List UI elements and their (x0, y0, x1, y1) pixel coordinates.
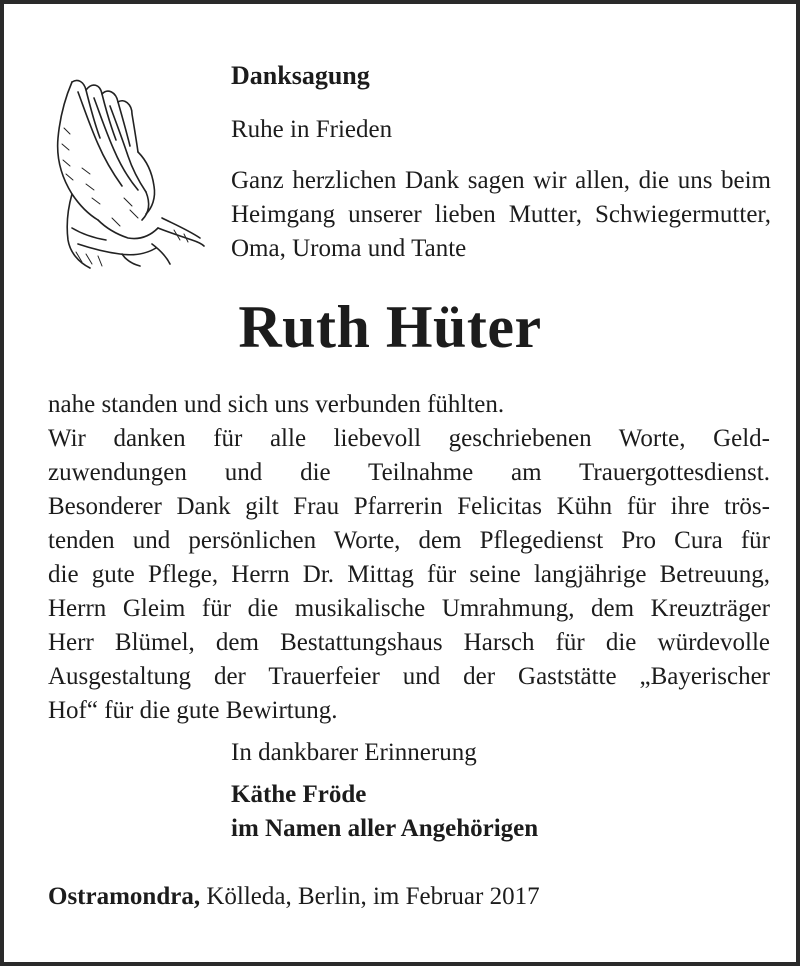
thanks-line: die gute Pflege, Herrn Dr. Mittag für seine langjährige Betreuung, (48, 561, 770, 588)
place-date-line (48, 880, 540, 914)
signer-group: im Namen aller Angehörigen (231, 815, 539, 842)
place-name: Ostramondra, (48, 883, 201, 910)
intro-paragraph: Ganz herzlichen Dank sagen wir allen, die uns beim Heimgang unserer lieben Mutter, Schwiegermutter, Oma, Uroma und Tante (231, 167, 771, 262)
signer-name: Käthe Fröde (231, 781, 367, 808)
thanks-line: Besonderer Dank gilt Frau Pfarrerin Felicitas Kühn für ihre trös- (48, 493, 770, 520)
thanks-line: tenden und persönlichen Worte, dem Pflegedienst Pro Cura für (48, 527, 770, 554)
thanks-line: Ausgestaltung der Trauerfeier und der Gaststätte „Bayerischer (48, 663, 770, 690)
rest-in-peace-line: Ruhe in Frieden (231, 116, 393, 143)
thanks-line: Herr Blümel, dem Bestattungshaus Harsch für die würdevolle (48, 629, 770, 656)
deceased-name-text: Ruth Hüter (238, 294, 542, 360)
thanks-line: zuwendungen und die Teilnahme am Trauergottesdienst. (48, 459, 770, 486)
thanks-line: Herrn Gleim für die musikalische Umrahmung, dem Kreuzträger (48, 595, 770, 622)
thanks-line: nahe standen und sich uns verbunden fühlten. (48, 391, 505, 418)
place-date-rest: Kölleda, Berlin, im Februar 2017 (200, 883, 540, 910)
thanks-paragraph (48, 388, 770, 728)
praying-hands-icon (42, 68, 206, 272)
thanks-line: Wir danken für alle liebevoll geschriebenen Worte, Geld- (48, 425, 770, 452)
notice-heading: Danksagung (231, 61, 370, 90)
deceased-name (4, 292, 796, 362)
closing-line: In dankbarer Erinnerung (231, 739, 477, 766)
thanks-line: Hof“ für die gute Bewirtung. (48, 697, 338, 724)
